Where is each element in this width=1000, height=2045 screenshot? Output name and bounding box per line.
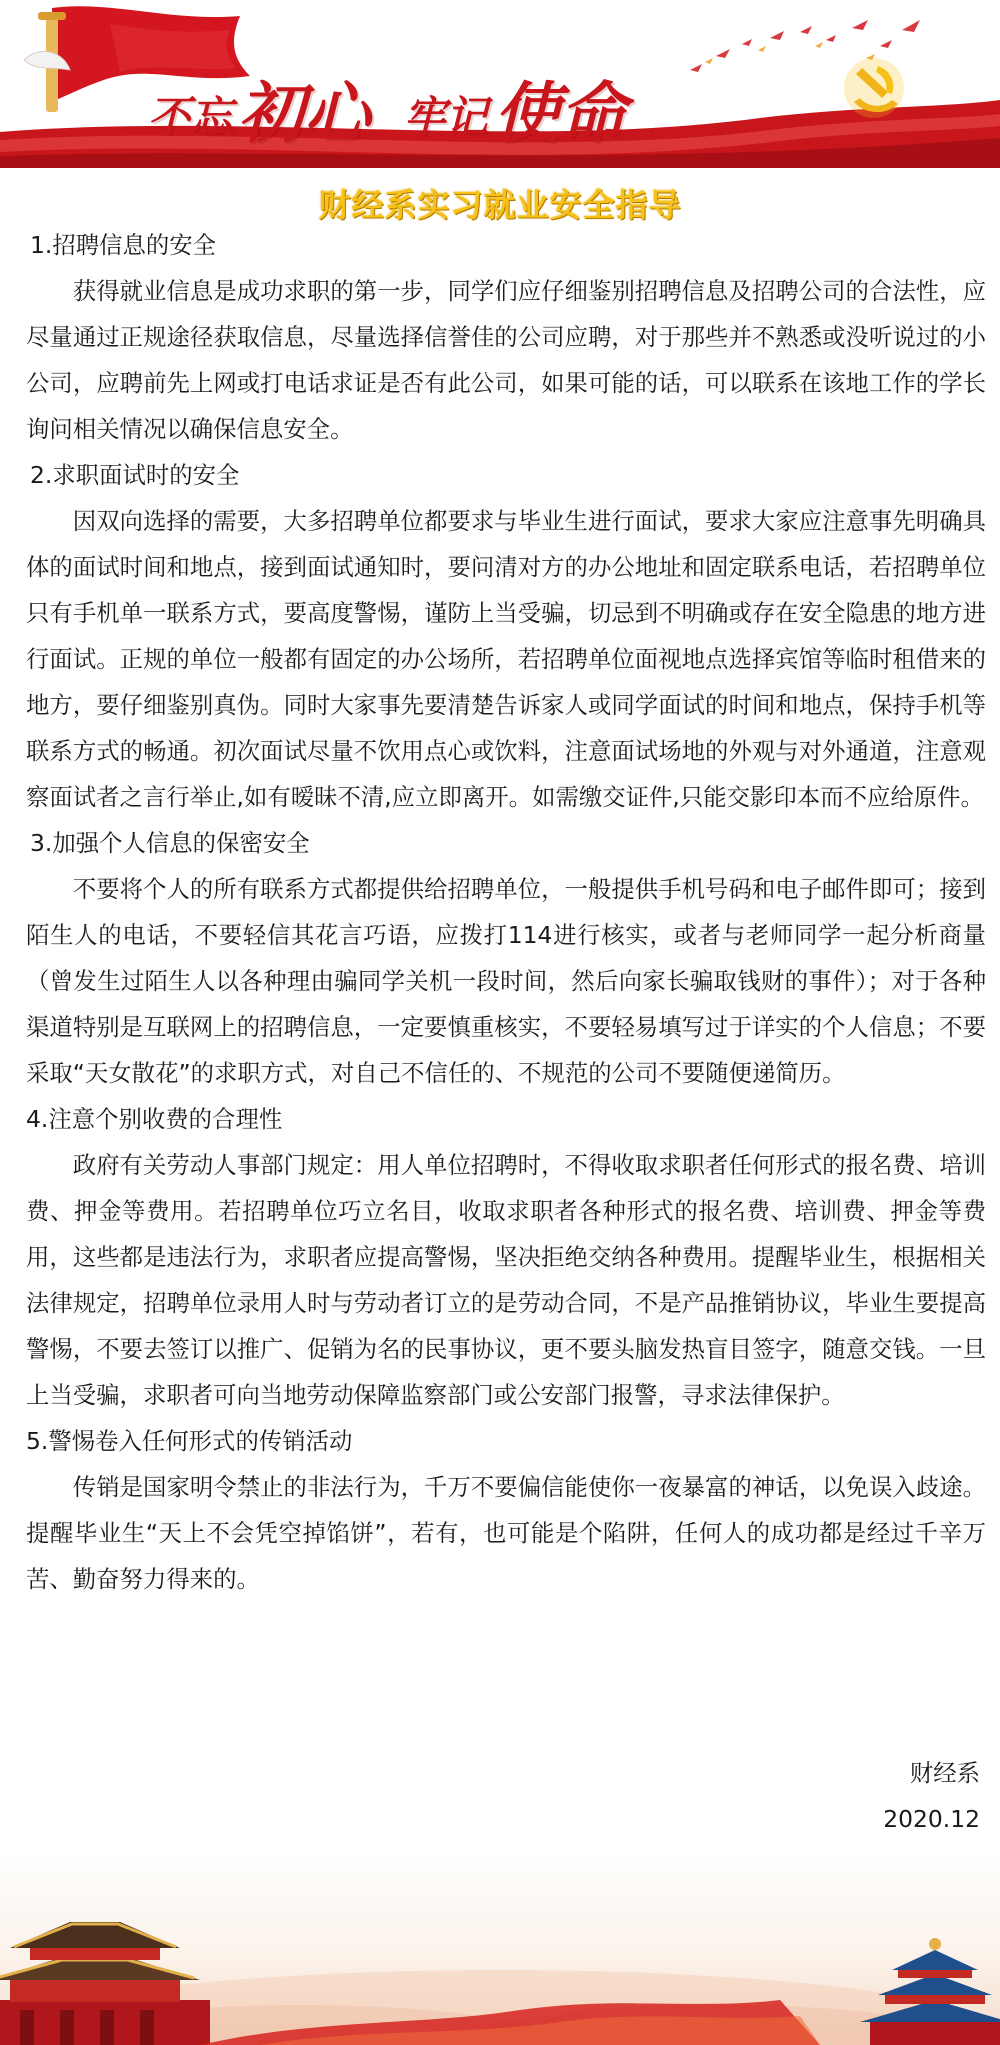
slogan-part-3: 牢记 <box>404 92 489 141</box>
section-2 <box>26 452 986 820</box>
slogan-part-1: 不忘 <box>148 92 233 141</box>
section-heading: 1.招聘信息的安全 <box>30 231 217 259</box>
section-heading: 4.注意个别收费的合理性 <box>26 1105 283 1133</box>
temple-icon <box>860 1938 1000 2045</box>
section-3 <box>26 820 986 1096</box>
signature-org: 财经系 <box>909 1759 980 1787</box>
footer-decoration <box>0 1850 1000 2045</box>
section-heading: 2.求职面试时的安全 <box>30 461 240 489</box>
slogan-part-4: 使命 <box>494 74 627 152</box>
section-4 <box>26 1096 986 1418</box>
section-heading: 5.警惕卷入任何形式的传销活动 <box>26 1427 353 1455</box>
slogan <box>148 48 627 152</box>
page-title: 财经系实习就业安全指导 <box>318 186 682 224</box>
footer-art <box>0 1850 1000 2045</box>
slogan-part-2: 初心 <box>238 74 371 152</box>
section-paragraph: 获得就业信息是成功求职的第一步，同学们应仔细鉴别招聘信息及招聘公司的合法性，应尽量通过正规途径获取信息，尽量选择信誉佳的公司应聘，对于那些并不熟悉或没听说过的小公司，应聘前先上网或打电话求证是否有此公司，如果可能的话，可以联系在该地工作的学长询问相关情况以确保信息安全。 <box>26 277 986 443</box>
section-heading: 3.加强个人信息的保密安全 <box>30 829 310 857</box>
header-banner <box>0 0 1000 168</box>
section-paragraph: 因双向选择的需要，大多招聘单位都要求与毕业生进行面试，要求大家应注意事先明确具体的面试时间和地点，接到面试通知时，要问清对方的办公地址和固定联系电话，若招聘单位只有手机单一联系方式，要高度警惕，谨防上当受骗，切忌到不明确或存在安全隐患的地方进行面试。正规的单位一般都有固定的办公场所，若招聘单位面视地点选择宾馆等临时租借来的地方，要仔细鉴别真伪。同时大家事先要清楚告诉家人或同学面试的时间和地点，保持手机等联系方式的畅通。初次面试尽量不饮用点心或饮料，注意面试场地的外观与对外通道，注意观察面试者之言行举止,如有暧昧不清,应立即离开。如需缴交证件,只能交影印本而不应给原件。 <box>26 507 986 811</box>
section-paragraph: 传销是国家明令禁止的非法行为，千万不要偏信能使你一夜暴富的神话，以免误入歧途。提醒毕业生“天上不会凭空掉馅饼”，若有，也可能是个陷阱，任何人的成功都是经过千辛万苦、勤奋努力得来的。 <box>26 1473 986 1593</box>
section-1 <box>26 222 986 452</box>
signature-date: 2020.12 <box>883 1805 980 1833</box>
tiananmen-icon <box>0 1922 210 2045</box>
document-body <box>26 222 986 1602</box>
section-paragraph: 不要将个人的所有联系方式都提供给招聘单位，一般提供手机号码和电子邮件即可；接到陌生人的电话，不要轻信其花言巧语，应拨打114进行核实，或者与老师同学一起分析商量（曾发生过陌生人以各种理由骗同学关机一段时间，然后向家长骗取钱财的事件）；对于各种渠道特别是互联网上的招聘信息，一定要慎重核实，不要轻易填写过于详实的个人信息；不要采取“天女散花”的求职方式，对自己不信任的、不规范的公司不要随便递简历。 <box>26 875 986 1087</box>
section-5 <box>26 1418 986 1602</box>
section-paragraph: 政府有关劳动人事部门规定：用人单位招聘时，不得收取求职者任何形式的报名费、培训费、押金等费用。若招聘单位巧立名目，收取求职者各种形式的报名费、培训费、押金等费用，这些都是违法行为，求职者应提高警惕，坚决拒绝交纳各种费用。提醒毕业生，根据相关法律规定，招聘单位录用人时与劳动者订立的是劳动合同，不是产品推销协议，毕业生要提高警惕，不要去签订以推广、促销为名的民事协议，更不要头脑发热盲目签字，随意交钱。一旦上当受骗，求职者可向当地劳动保障监察部门或公安部门报警，寻求法律保护。 <box>26 1151 986 1409</box>
